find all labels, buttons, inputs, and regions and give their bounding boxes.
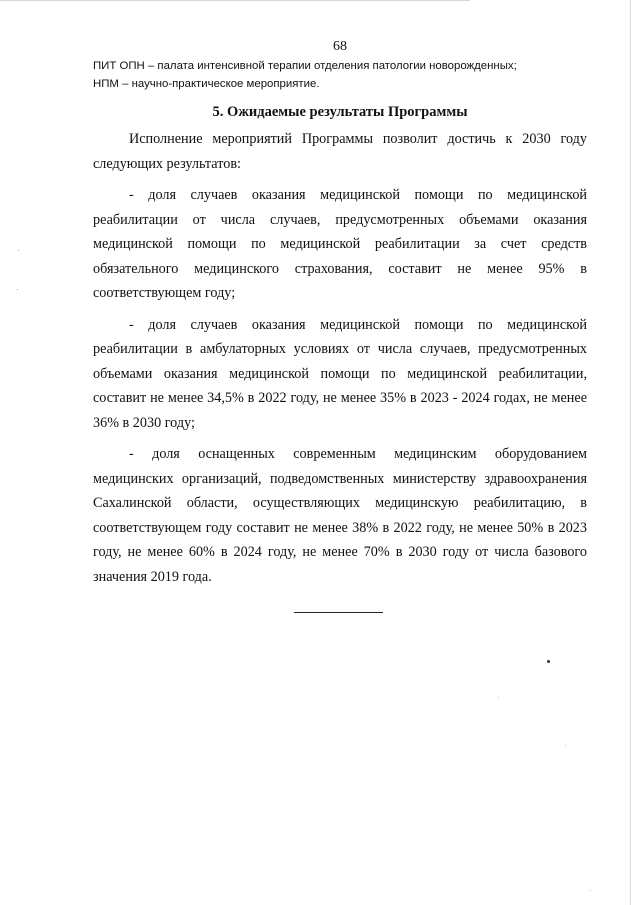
scan-speck	[498, 697, 499, 698]
section-heading: 5. Ожидаемые результаты Программы	[212, 104, 468, 120]
end-divider	[294, 612, 383, 613]
scan-speck	[547, 660, 550, 663]
section-body	[93, 127, 587, 589]
result-item-equipment: - доля оснащенных современным медицинским оборудованием медицинских организаций, подведомственных министерству здравоохранения Сахалинской области, осуществляющих медицинскую реабилитацию, в соответствующем году составит не менее 38% в 2022 году, не менее 50% в 2023 году, не менее 60% в 2024 году, не менее 70% в 2030 году от числа базового значения 2019 года.	[93, 446, 587, 585]
result-item-rehabilitation-oms: - доля случаев оказания медицинской помощи по медицинской реабилитации от числа случаев, предусмотренных объемами оказания медицинской помощи по медицинской реабилитации за счет средств обязательного медицинского страхования, составит не менее 95% в соответствующем году;	[93, 187, 587, 301]
page-number: 68	[333, 39, 347, 54]
intro-paragraph: Исполнение мероприятий Программы позволит достичь к 2030 году следующих результатов:	[93, 131, 587, 172]
scan-speck	[565, 745, 566, 746]
abbreviation-pit-opn: ПИТ ОПН – палата интенсивной терапии отделения патологии новорожденных;	[93, 60, 517, 72]
scan-right-edge	[630, 0, 631, 905]
result-item-rehabilitation-outpatient: - доля случаев оказания медицинской помощи по медицинской реабилитации в амбулаторных условиях от числа случаев, предусмотренных объемами оказания медицинской помощи по медицинской реабилитации, составит не менее 34,5% в 2022 году, не менее 35% в 2023 - 2024 годах, не менее 36% в 2030 году;	[93, 316, 587, 431]
scan-speck	[17, 289, 18, 290]
abbreviation-npm: НПМ – научно-практическое мероприятие.	[93, 78, 320, 90]
scan-speck	[590, 890, 591, 891]
scan-top-edge	[0, 0, 470, 1]
scan-speck	[18, 250, 19, 251]
